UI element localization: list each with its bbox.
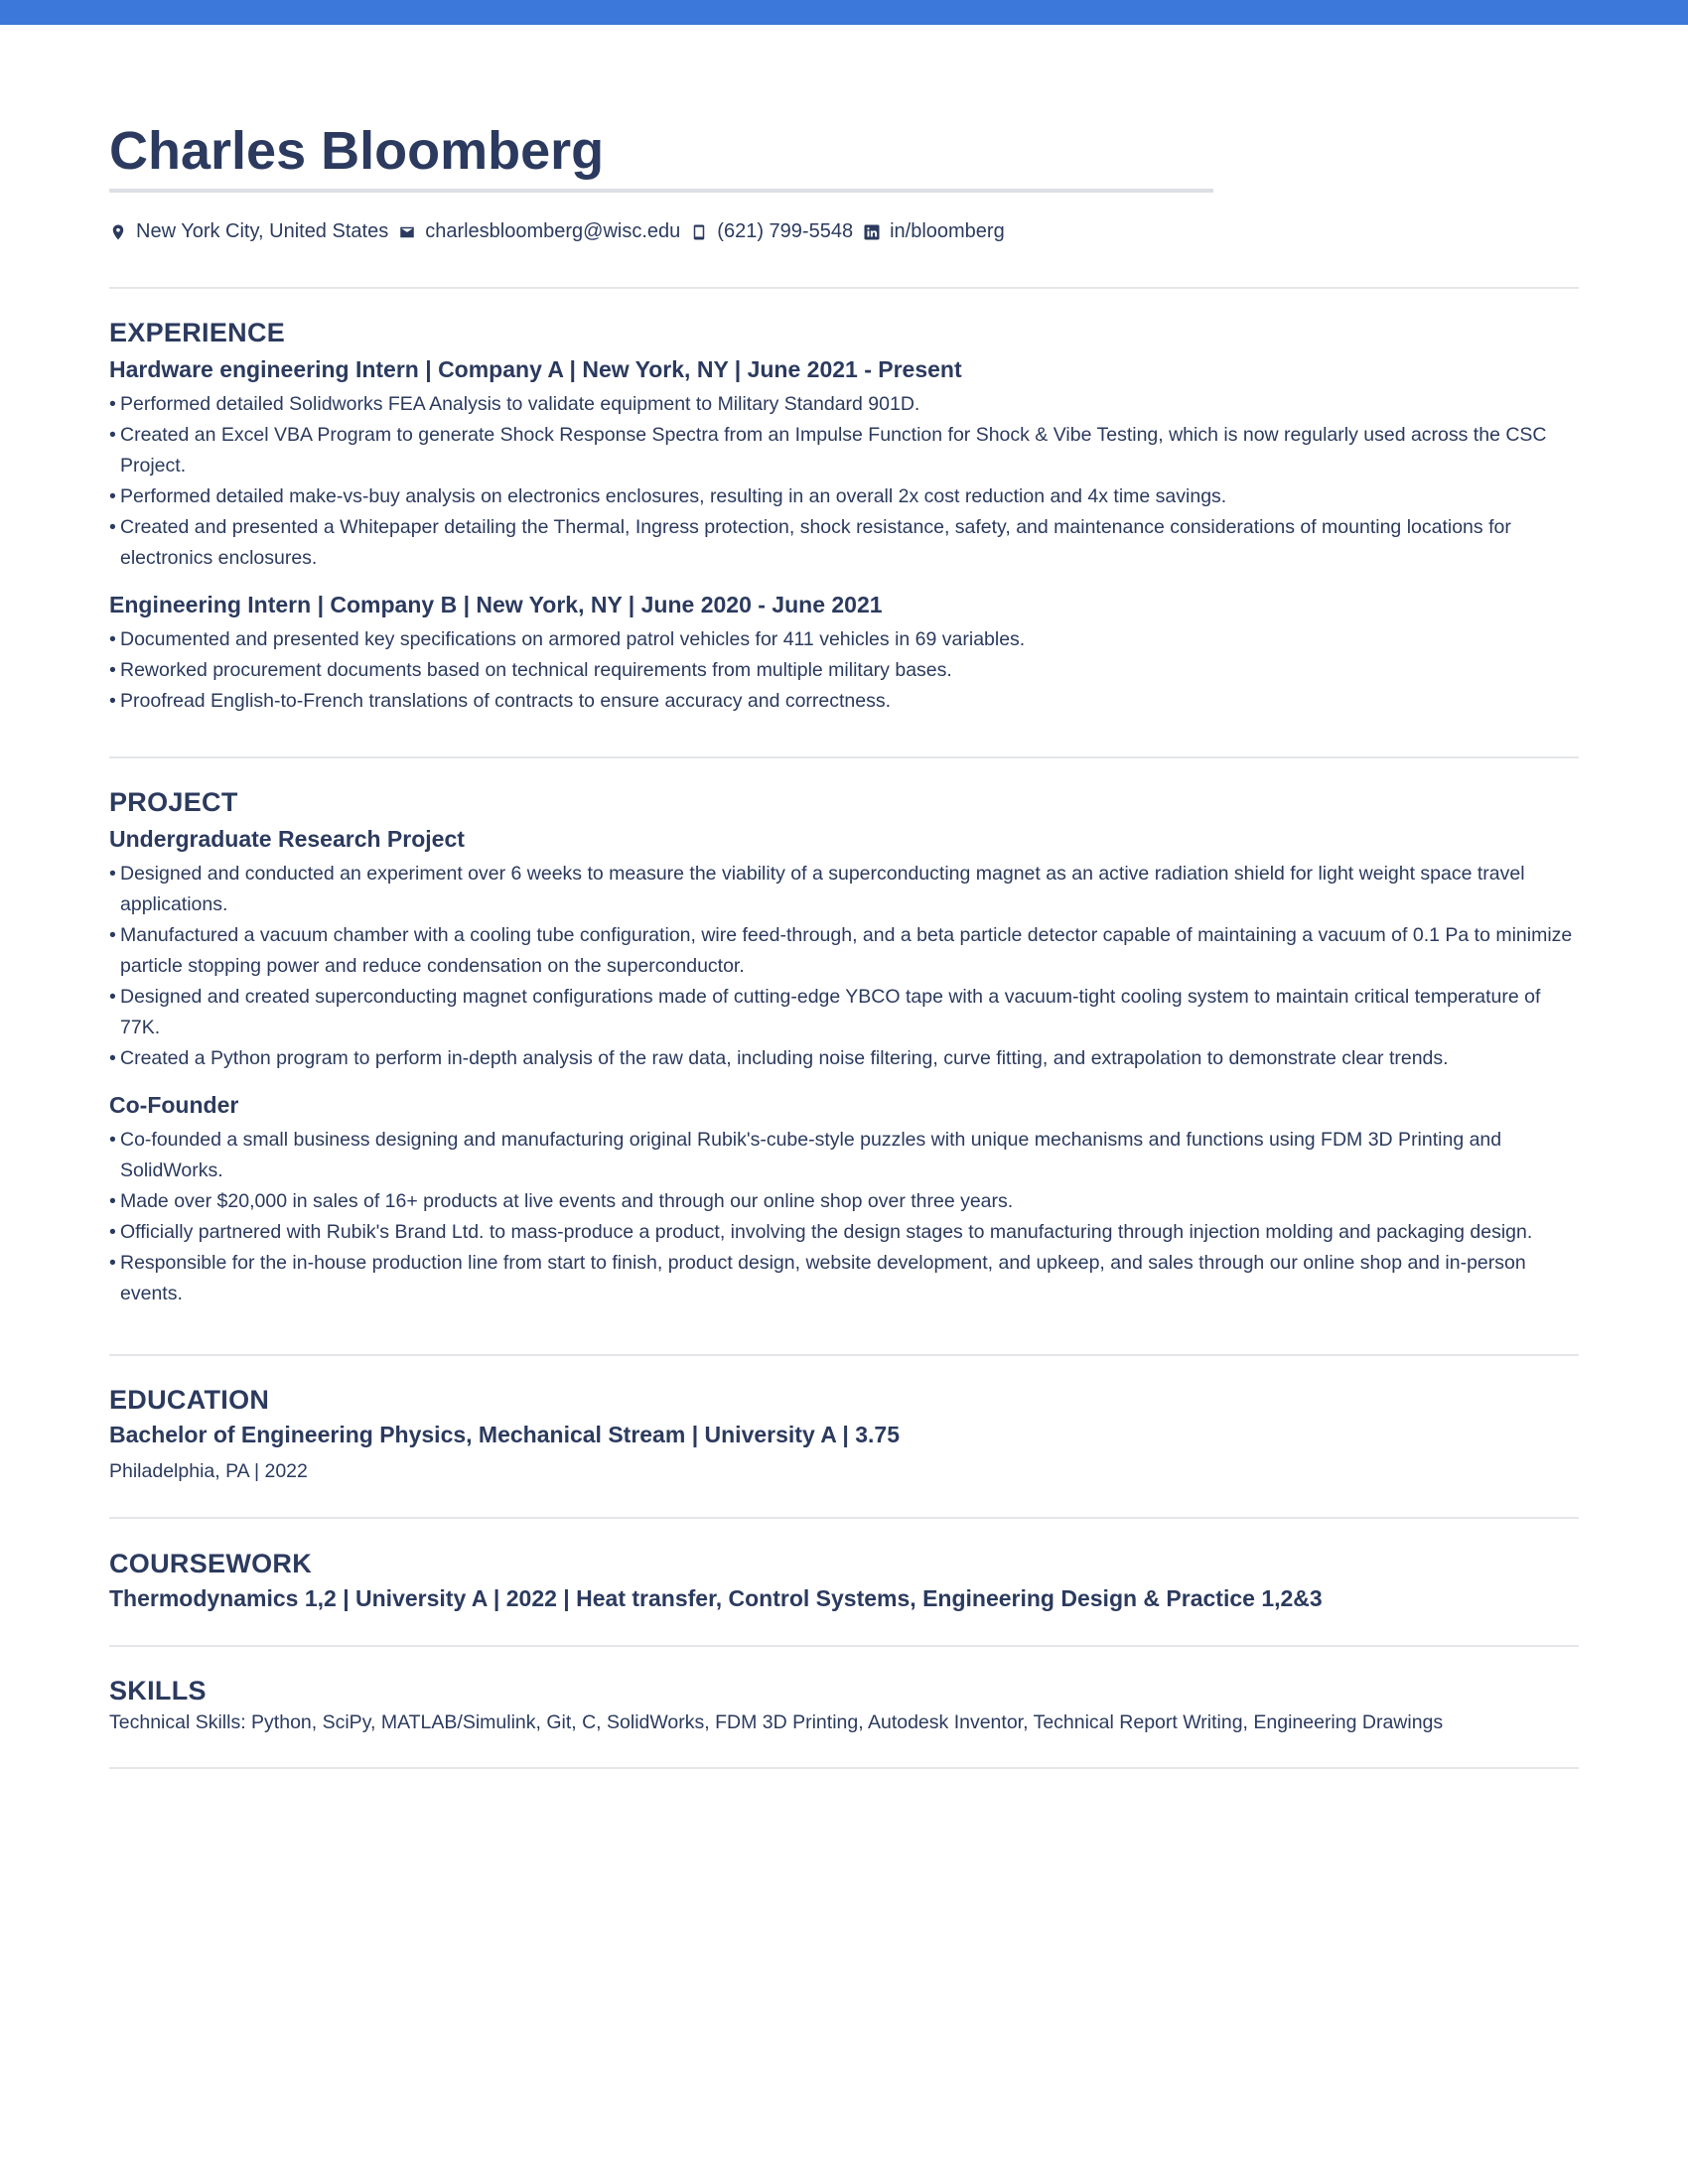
- list-item: • Created and presented a Whitepaper detailing the Thermal, Ingress protection, shock resistance, safety, and maintenance considerations of mounting locations for electronics enclosures.: [109, 512, 1579, 574]
- entry-bullets: [109, 624, 1579, 717]
- coursework-heading: COURSEWORK: [109, 1549, 312, 1578]
- list-item: • Made over $20,000 in sales of 16+ products at live events and through our online shop over three years.: [109, 1186, 1579, 1217]
- list-item: • Performed detailed Solidworks FEA Analysis to validate equipment to Military Standard 901D.: [109, 389, 1579, 420]
- section-divider: [109, 1645, 1579, 1647]
- coursework-section: [109, 1547, 1579, 1614]
- contact-info: [109, 220, 1015, 243]
- name-underline: [109, 189, 1213, 193]
- contact-phone[interactable]: [690, 220, 853, 243]
- phone-icon: [690, 223, 708, 241]
- location-text: New York City, United States: [136, 220, 389, 242]
- list-item: • Co-founded a small business designing and manufacturing original Rubik's-cube-style puzzles with unique mechanisms and functions using FDM 3D Printing and SolidWorks.: [109, 1125, 1579, 1186]
- phone-text[interactable]: (621) 799-5548: [717, 220, 854, 242]
- section-divider: [109, 1767, 1579, 1769]
- list-item: • Performed detailed make-vs-buy analysis on electronics enclosures, resulting in an overall 2x cost reduction and 4x time savings.: [109, 481, 1579, 512]
- contact-location: [109, 220, 388, 243]
- coursework-text: Thermodynamics 1,2 | University A | 2022 | Heat transfer, Control Systems, Engineering Design & Practice 1,2&3: [109, 1585, 1323, 1611]
- education-details: Philadelphia, PA | 2022: [109, 1460, 308, 1482]
- entry-title: Hardware engineering Intern | Company A | New York, NY | June 2021 - Present: [109, 356, 962, 382]
- experience-entry: [109, 589, 1579, 717]
- project-entry: [109, 823, 1579, 1074]
- email-text[interactable]: charlesbloomberg@wisc.edu: [425, 220, 681, 242]
- section-divider: [109, 1517, 1579, 1519]
- experience-section: [109, 316, 1579, 717]
- experience-entry: [109, 353, 1579, 574]
- top-accent-bar: [0, 0, 1688, 25]
- skills-heading: SKILLS: [109, 1676, 207, 1706]
- contact-email[interactable]: [398, 220, 680, 243]
- skills-section: [109, 1674, 1579, 1738]
- project-heading: PROJECT: [109, 787, 238, 817]
- list-item: • Manufactured a vacuum chamber with a cooling tube configuration, wire feed-through, and a beta particle detector capable of maintaining a vacuum of 0.1 Pa to minimize particle stopping power and reduce condensation on the superconductor.: [109, 920, 1579, 982]
- list-item: • Designed and created superconducting magnet configurations made of cutting-edge YBCO tape with a vacuum-tight cooling system to maintain critical temperature of 77K.: [109, 982, 1579, 1043]
- entry-title: Engineering Intern | Company B | New York, NY | June 2020 - June 2021: [109, 592, 883, 617]
- list-item: • Reworked procurement documents based on technical requirements from multiple military bases.: [109, 655, 1579, 686]
- list-item: • Responsible for the in-house production line from start to finish, product design, website development, and upkeep, and sales through our online shop and in-person events.: [109, 1248, 1579, 1309]
- list-item: • Documented and presented key specifications on armored patrol vehicles for 411 vehicles in 69 variables.: [109, 624, 1579, 655]
- list-item: • Created a Python program to perform in-depth analysis of the raw data, including noise filtering, curve fitting, and extrapolation to demonstrate clear trends.: [109, 1043, 1579, 1074]
- experience-heading: EXPERIENCE: [109, 318, 286, 347]
- project-entry: [109, 1089, 1579, 1309]
- section-divider: [109, 1354, 1579, 1356]
- linkedin-text[interactable]: in/bloomberg: [890, 220, 1005, 242]
- section-divider: [109, 287, 1579, 289]
- skills-text: Technical Skills: Python, SciPy, MATLAB/Simulink, Git, C, SolidWorks, FDM 3D Printing, Autodesk Inventor, Technical Report Writing, Engineering Drawings: [109, 1711, 1444, 1733]
- entry-title: Undergraduate Research Project: [109, 826, 465, 852]
- project-section: [109, 785, 1579, 1309]
- degree-title: Bachelor of Engineering Physics, Mechanical Stream | University A | 3.75: [109, 1422, 901, 1447]
- map-pin-icon: [109, 223, 127, 241]
- entry-title: Co-Founder: [109, 1092, 239, 1118]
- list-item: • Proofread English-to-French translations of contracts to ensure accuracy and correctness.: [109, 686, 1579, 717]
- contact-linkedin[interactable]: [863, 220, 1005, 243]
- entry-bullets: [109, 389, 1579, 574]
- list-item: • Designed and conducted an experiment over 6 weeks to measure the viability of a superconducting magnet as an active radiation shield for light weight space travel applications.: [109, 859, 1579, 920]
- envelope-icon: [398, 223, 416, 241]
- section-divider: [109, 756, 1579, 758]
- list-item: • Created an Excel VBA Program to generate Shock Response Spectra from an Impulse Function for Shock & Vibe Testing, which is now regularly used across the CSC Project.: [109, 420, 1579, 481]
- candidate-name: Charles Bloomberg: [109, 121, 605, 181]
- education-section: [109, 1383, 1579, 1487]
- entry-bullets: [109, 1125, 1579, 1309]
- entry-bullets: [109, 859, 1579, 1074]
- list-item: • Officially partnered with Rubik's Brand Ltd. to mass-produce a product, involving the design stages to manufacturing through injection molding and packaging design.: [109, 1217, 1579, 1248]
- education-heading: EDUCATION: [109, 1385, 270, 1415]
- linkedin-icon: [863, 223, 881, 241]
